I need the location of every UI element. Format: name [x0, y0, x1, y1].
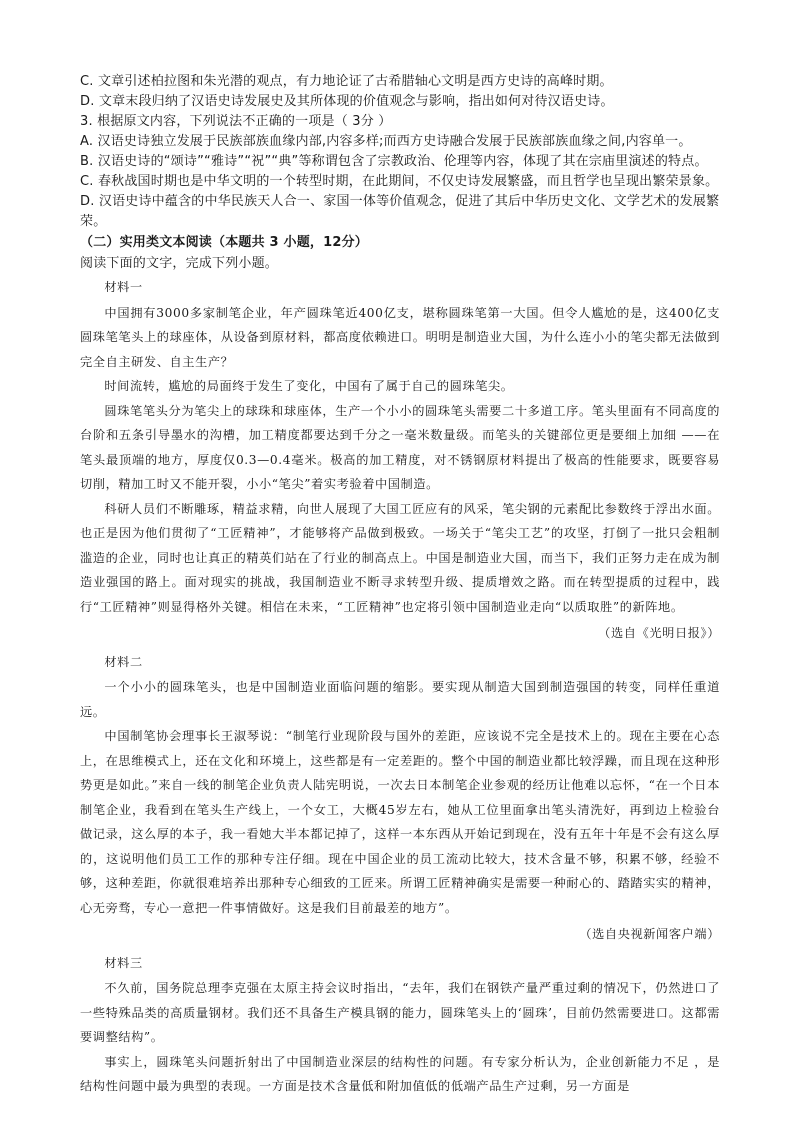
material-two	[80, 650, 720, 947]
option-c: C. 文章引述柏拉图和朱光潜的观点，有力地论证了古希腊轴心文明是西方史诗的高峰时期。	[80, 74, 613, 89]
paragraph: 中国拥有3000多家制笔企业，年产圆珠笔近400亿支，堪称圆珠笔第一大国。但令人尴尬的是，这400亿支圆珠笔笔头上的球座体，从设备到原材料，都高度依赖进口。明明是制造业大国，为什么连小小的笔尖都无法做到完全自主研发、自主生产？	[80, 305, 720, 369]
reading-comprehension-options	[80, 72, 720, 274]
paragraph: 科研人员们不断雕琢，精益求精，向世人展现了大国工匠应有的风采，笔尖钢的元素配比参数终于浮出水面。也正是因为他们贯彻了“工匠精神”，才能够将产品做到极致。一场关于“笔尖工艺”的攻坚，打倒了一批只会粗制滥造的企业，同时也让真正的精英们站在了行业的制高点上。中国是制造业大国，而当下，我们正努力走在成为制造业强国的路上。面对现实的挑战，我国制造业不断寻求转型升级、提质增效之路。而在转型提质的过程中，践行“工匠精神”则显得格外关键。相信在未来，“工匠精神”也定将引领中国制造业走向“以质取胜”的新阵地。	[80, 501, 720, 614]
section-title: （二）实用类文本阅读（本题共 3 小题，12分）	[80, 235, 368, 250]
question-3-option-c: C. 春秋战国时期也是中华文明的一个转型时期，在此期间，不仅史诗发展繁盛，而且哲学也呈现出繁荣景象。	[80, 174, 719, 189]
section-instruction: 阅读下面的文字，完成下列小题。	[80, 256, 279, 271]
material-label: 材料三	[104, 955, 143, 970]
source-citation: （选自央视新闻客户端）	[579, 927, 720, 941]
paragraph: 圆珠笔笔头分为笔尖上的球珠和球座体，生产一个小小的圆珠笔头需要二十多道工序。笔头里面有不同高度的台阶和五条引导墨水的沟槽，加工精度都要达到千分之一毫米数量级。而笔头的关键部位更是要细上加细 ——在笔头最顶端的地方，厚度仅0.3—0.4毫米。极高的加工精度，对不锈钢原材料提出了极高的性能要求，既要容易切削，精加工时又不能开裂，小小“笔尖”着实考验着中国制造。	[80, 403, 720, 491]
paragraph: 时间流转，尴尬的局面终于发生了变化，中国有了属于自己的圆珠笔尖。	[104, 379, 514, 393]
paragraph: 中国制笔协会理事长王淑琴说：“制笔行业现阶段与国外的差距，应该说不完全是技术上的。现在主要在心态上，在思维模式上，还在文化和环境上，这些都是有一定差距的。整个中国的制造业都比较浮躁，而且现在这种形势更是如此。”来自一线的制笔企业负责人陆宪明说，一次去日本制笔企业参观的经历让他难以忘怀，“在一个日本制笔企业，我看到在笔头生产线上，一个女工，大概45岁左右，她从工位里面拿出笔头清洗好，再到边上检验台做记录，这么厚的本子，我一看她大半本都记掉了，这样一本东西从开始记到现在，没有五年十年是不会有这么厚的，这说明他们员工工作的那种专注仔细。现在中国企业的员工流动比较大，技术含量不够，积累不够，经验不够，这种差距，你就很难培养出那种专心细致的工匠来。所谓工匠精神确实是需要一种耐心的、踏踏实实的精神，心无旁骛，专心一意把一件事情做好。这是我们目前最差的地方”。	[80, 729, 720, 915]
material-one	[80, 275, 720, 646]
source-citation: （选自《光明日报》）	[598, 626, 720, 640]
paragraph: 不久前，国务院总理李克强在太原主持会议时指出，“去年，我们在钢铁产量严重过剩的情况下，仍然进口了一些特殊品类的高质量钢材。我们还不具备生产模具钢的能力，圆珠笔头上的‘圆珠’，目前仍然需要进口。这都需要调整结构”。	[80, 981, 720, 1044]
paragraph: 事实上，圆珠笔头问题折射出了中国制造业深层的结构性的问题。有专家分析认为，企业创新能力不足 ，是结构性问题中最为典型的表现。一方面是技术含量低和附加值低的低端产品生产过剩，另一方面是	[80, 1054, 720, 1093]
material-label: 材料一	[104, 280, 143, 294]
question-3-option-a: A. 汉语史诗独立发展于民族部族血缘内部,内容多样;而西方史诗融合发展于民族部族血缘之间,内容单一。	[80, 134, 692, 149]
option-d: D. 文章末段归纳了汉语史诗发展史及其所体现的价值观念与影响，指出如何对待汉语史诗。	[80, 94, 614, 109]
material-three	[80, 951, 720, 1099]
material-label: 材料二	[104, 654, 143, 669]
exam-page	[80, 72, 720, 1099]
question-3-option-b: B. 汉语史诗的“颂诗”“雅诗”“祝”“典”等称谓包含了宗教政治、伦理等内容，体现了其在宗庙里演述的特点。	[80, 154, 708, 169]
question-3-stem: 3. 根据原文内容，下列说法不正确的一项是（ 3分 ）	[80, 114, 392, 129]
question-3-option-d: D. 汉语史诗中蕴含的中华民族天人合一、家国一体等价值观念，促进了其后中华历史文化、文学艺术的发展繁荣。	[80, 194, 720, 229]
paragraph: 一个小小的圆珠笔头，也是中国制造业面临问题的缩影。要实现从制造大国到制造强国的转变，同样任重道远。	[80, 680, 720, 719]
